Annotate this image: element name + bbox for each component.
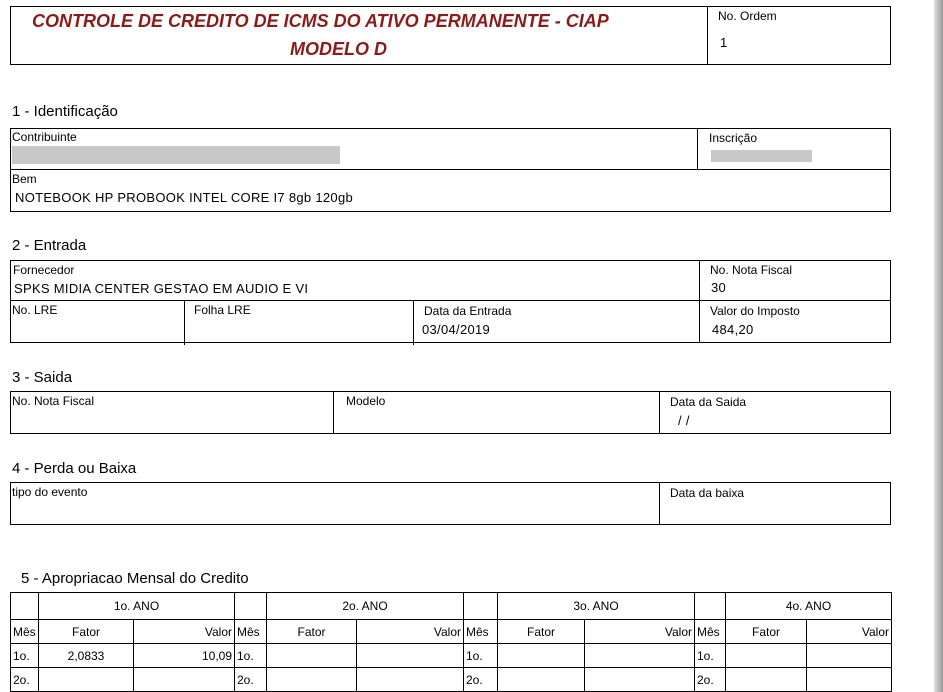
fator-cell: [726, 644, 807, 668]
identificacao-row-divider: [10, 169, 891, 170]
page-edge-shadow: [934, 0, 943, 692]
inscricao-redacted: [711, 150, 812, 162]
data-saida-label: Data da Saida: [670, 395, 747, 409]
table-blank-cell: [464, 593, 498, 620]
mes-cell: 2o.: [235, 668, 267, 692]
fator-cell: [39, 668, 134, 692]
tipo-evento-label: tipo do evento: [12, 485, 88, 499]
table-column-header-row: [11, 620, 892, 644]
fator-cell: [726, 668, 807, 692]
data-entrada-value: 03/04/2019: [422, 322, 491, 337]
valor-header: Valor: [357, 620, 464, 644]
contribuinte-redacted: [12, 146, 340, 164]
valor-cell: [134, 668, 235, 692]
identificacao-col-divider: [697, 128, 698, 169]
valor-cell: [585, 668, 695, 692]
fator-cell: 2,0833: [39, 644, 134, 668]
saida-box: [10, 391, 891, 434]
valor-cell: [357, 644, 464, 668]
mes-cell: 1o.: [11, 644, 39, 668]
perda-box: [10, 482, 891, 525]
fornecedor-label: Fornecedor: [13, 263, 75, 277]
mes-cell: 2o.: [464, 668, 498, 692]
entrada-row-divider: [10, 300, 891, 301]
mes-cell: 1o.: [464, 644, 498, 668]
year-4-header: 4o. ANO: [726, 593, 892, 620]
apropriacao-table: [10, 592, 892, 692]
entrada-col-divider-nota: [699, 260, 700, 343]
entrada-col-divider-folha: [413, 300, 414, 345]
data-baixa-label: Data da baixa: [670, 486, 745, 500]
nota-fiscal-entrada-value: 30: [711, 280, 727, 295]
valor-header: Valor: [134, 620, 235, 644]
section-apropriacao-title: 5 - Apropriacao Mensal do Credito: [21, 570, 249, 587]
table-row: [11, 668, 892, 692]
data-saida-value: / /: [678, 413, 690, 428]
year-3-header: 3o. ANO: [498, 593, 695, 620]
modelo-label: Modelo: [346, 394, 386, 408]
header-divider: [707, 6, 708, 65]
fator-cell: [498, 644, 585, 668]
contribuinte-label: Contribuinte: [12, 130, 77, 144]
perda-col-divider: [659, 482, 660, 525]
mes-header: Mês: [11, 620, 39, 644]
data-entrada-label: Data da Entrada: [424, 304, 512, 318]
lre-label: No. LRE: [12, 303, 58, 317]
nota-fiscal-saida-label: No. Nota Fiscal: [12, 394, 95, 408]
year-1-header: 1o. ANO: [39, 593, 235, 620]
valor-cell: [357, 668, 464, 692]
mes-header: Mês: [695, 620, 726, 644]
mes-cell: 2o.: [11, 668, 39, 692]
mes-cell: 1o.: [695, 644, 726, 668]
ordem-value: 1: [720, 35, 728, 50]
saida-col-divider-data: [659, 391, 660, 434]
mes-header: Mês: [464, 620, 498, 644]
mes-cell: 2o.: [695, 668, 726, 692]
valor-cell: 10,09: [134, 644, 235, 668]
folha-lre-label: Folha LRE: [194, 303, 251, 317]
section-perda-title: 4 - Perda ou Baixa: [12, 460, 137, 477]
form-title-line2: MODELO D: [290, 39, 387, 59]
form-title-line1: CONTROLE DE CREDITO DE ICMS DO ATIVO PERMANENTE - CIAP: [32, 11, 609, 31]
ordem-label: No. Ordem: [718, 9, 777, 23]
year-2-header: 2o. ANO: [267, 593, 464, 620]
bem-label: Bem: [12, 172, 37, 186]
inscricao-label: Inscrição: [709, 131, 758, 145]
table-blank-cell: [695, 593, 726, 620]
bem-value: NOTEBOOK HP PROBOOK INTEL CORE I7 8gb 120gb: [15, 190, 354, 205]
fator-cell: [498, 668, 585, 692]
valor-header: Valor: [807, 620, 892, 644]
section-saida-title: 3 - Saida: [12, 369, 73, 386]
entrada-col-divider-lre: [184, 300, 185, 345]
fator-header: Fator: [498, 620, 585, 644]
section-entrada-title: 2 - Entrada: [12, 237, 87, 254]
table-row: [11, 644, 892, 668]
table-blank-cell: [235, 593, 267, 620]
mes-header: Mês: [235, 620, 267, 644]
fator-header: Fator: [267, 620, 357, 644]
table-year-header-row: [11, 593, 892, 620]
valor-cell: [807, 668, 892, 692]
section-identificacao-title: 1 - Identificação: [12, 103, 118, 120]
fator-cell: [267, 668, 357, 692]
fator-header: Fator: [726, 620, 807, 644]
fator-cell: [267, 644, 357, 668]
fornecedor-value: SPKS MIDIA CENTER GESTAO EM AUDIO E VI: [14, 281, 309, 296]
saida-col-divider-modelo: [333, 391, 334, 434]
valor-imposto-value: 484,20: [712, 322, 754, 337]
table-blank-cell: [11, 593, 39, 620]
valor-imposto-label: Valor do Imposto: [710, 304, 800, 318]
mes-cell: 1o.: [235, 644, 267, 668]
nota-fiscal-entrada-label: No. Nota Fiscal: [710, 263, 793, 277]
fator-header: Fator: [39, 620, 134, 644]
valor-cell: [807, 644, 892, 668]
valor-cell: [585, 644, 695, 668]
valor-header: Valor: [585, 620, 695, 644]
